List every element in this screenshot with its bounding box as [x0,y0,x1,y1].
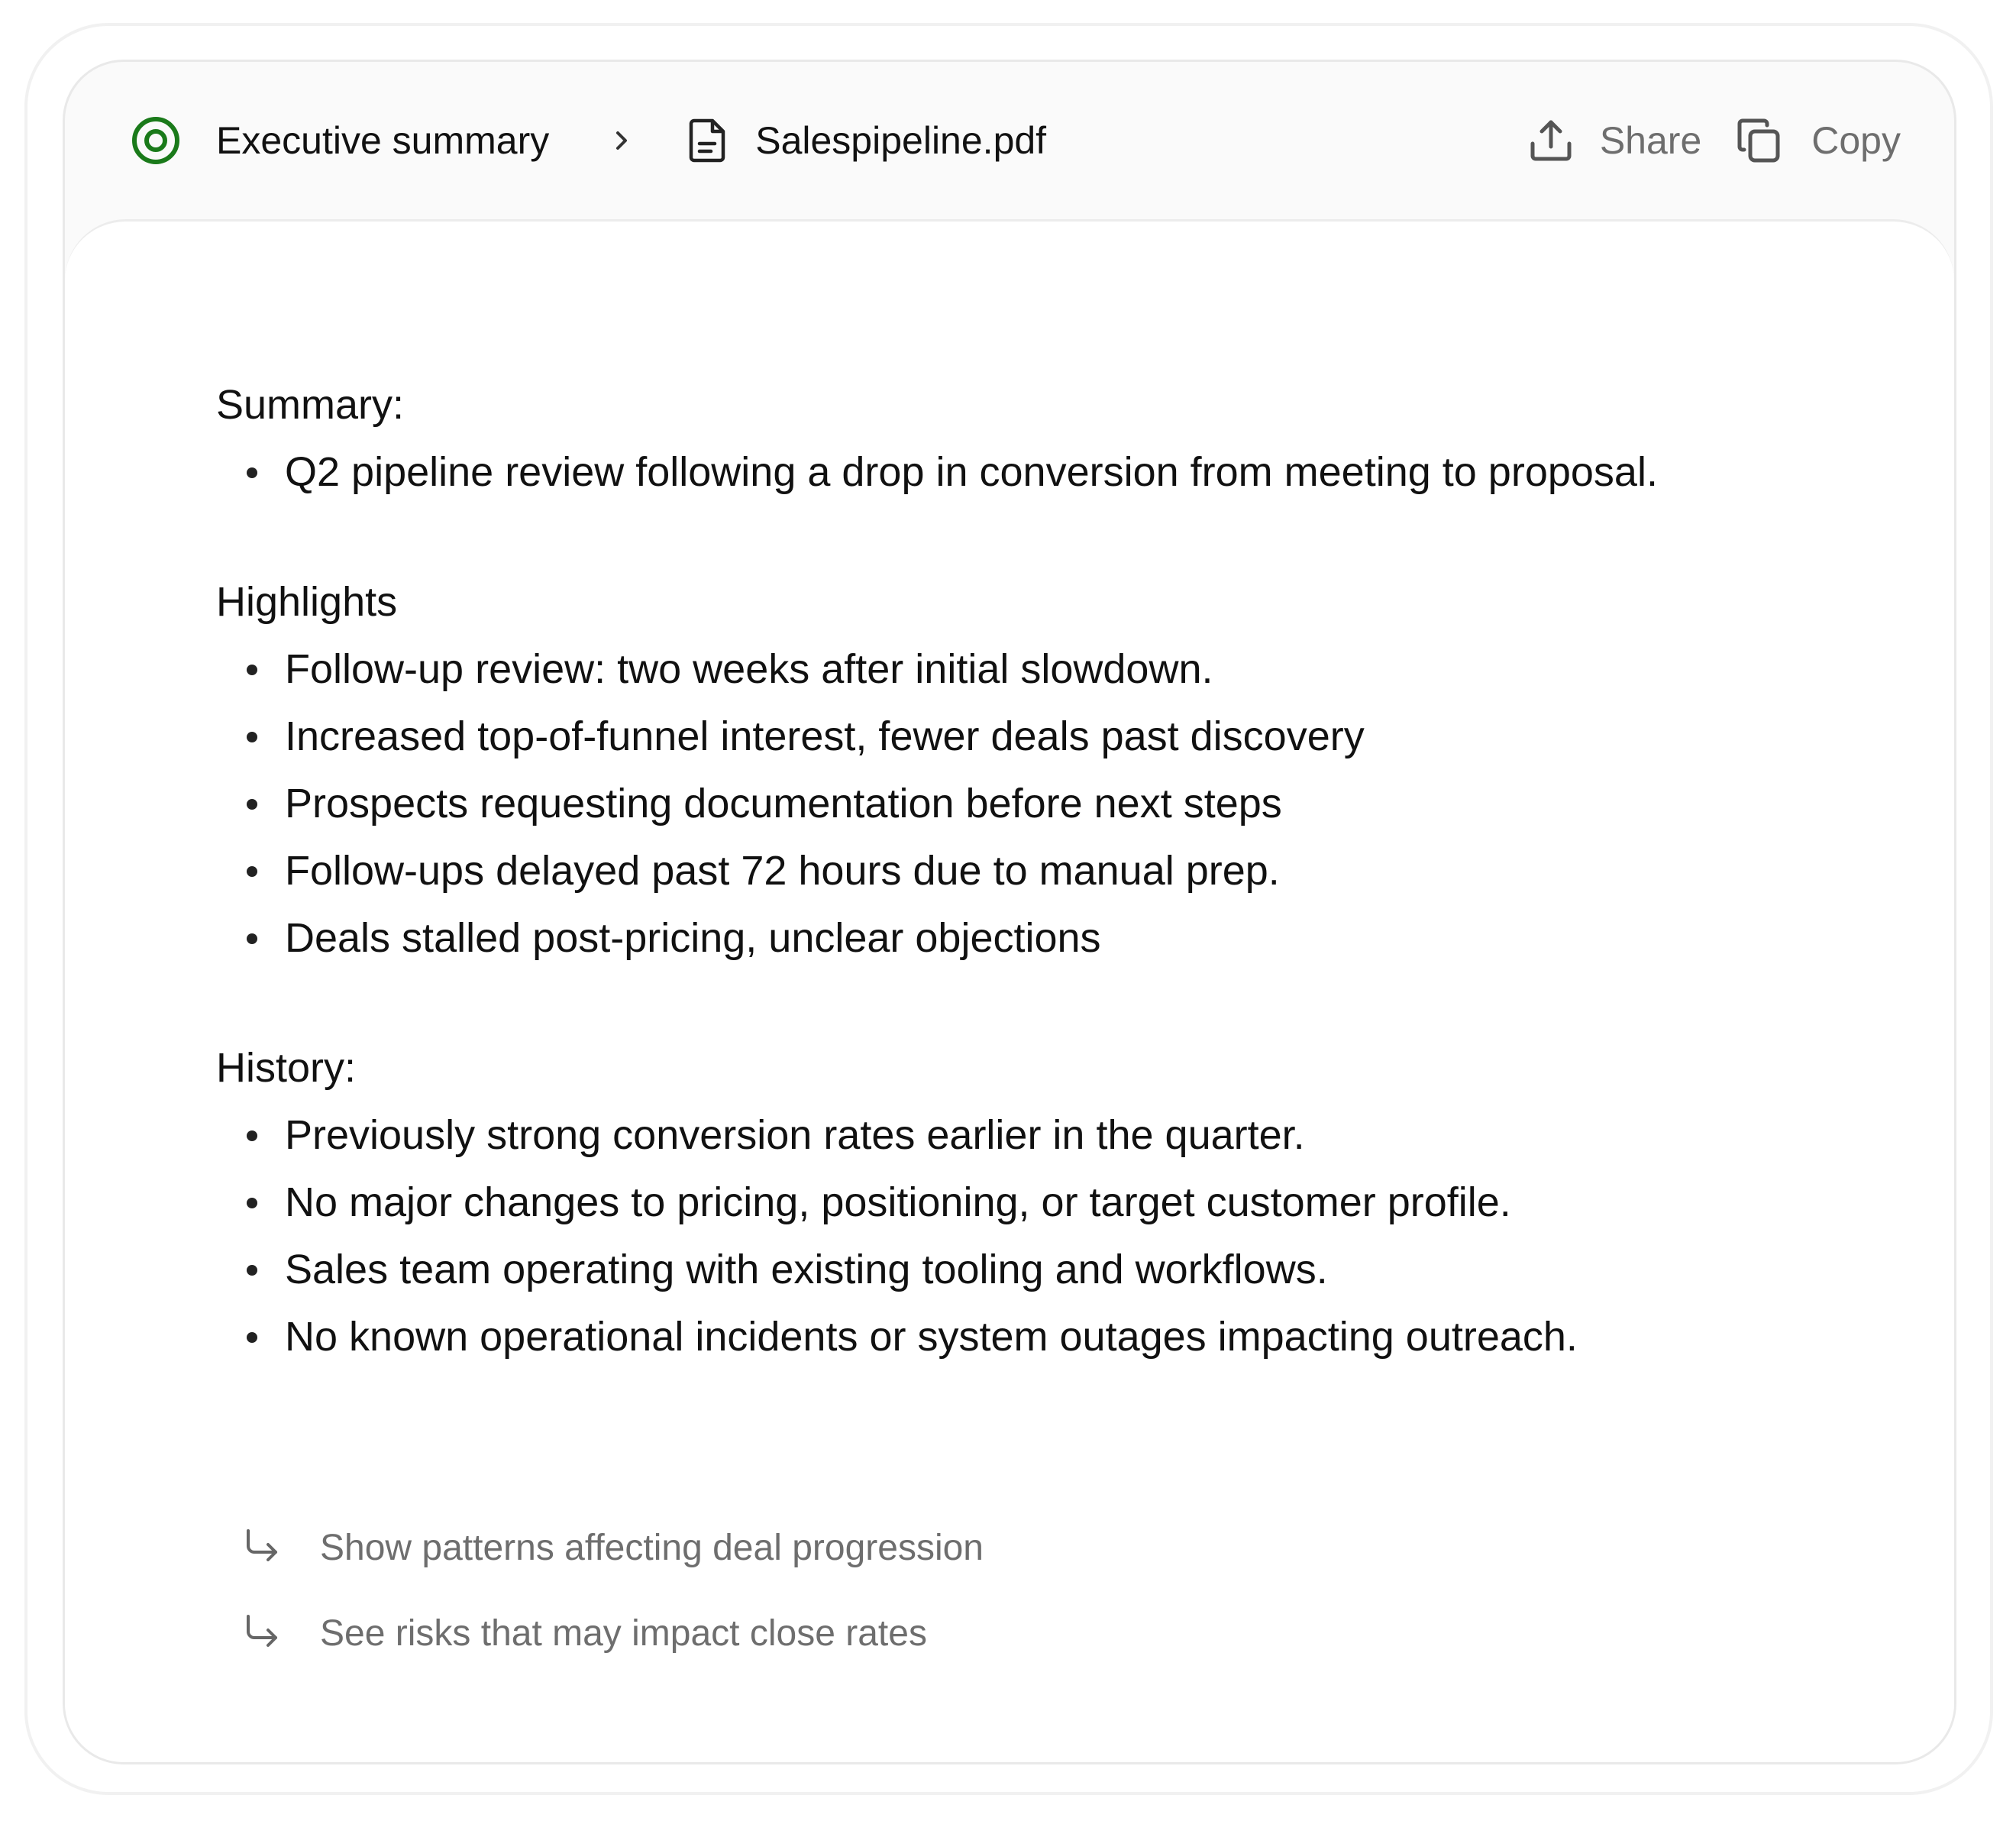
list-item: Increased top-of-funnel interest, fewer deals past discovery [216,703,1863,770]
outer-card [24,23,1993,1795]
list-item: No major changes to pricing, positioning, or target customer profile. [216,1169,1863,1236]
summary-heading: Summary: [216,382,405,428]
document-content [65,219,1954,1762]
spacer [216,972,1863,1034]
list-item: Deals stalled post-pricing, unclear objections [216,904,1863,972]
breadcrumb-root[interactable]: Executive summary [216,119,550,162]
chevron-right-icon [607,125,638,156]
spacer [216,506,1863,568]
highlights-list [216,636,1863,972]
breadcrumb [131,115,1046,166]
panel-header [65,62,1954,219]
suggestion-label: Show patterns affecting deal progression [320,1527,984,1568]
document-body [216,371,1863,1370]
copy-label: Copy [1811,119,1901,162]
suggestion-list [241,1505,984,1676]
share-upload-icon [1527,116,1575,165]
list-item: Previously strong conversion rates earlier in the quarter. [216,1101,1863,1169]
list-item: Follow-up review: two weeks after initial slowdown. [216,636,1863,703]
suggestion-close-rate-risks[interactable] [241,1590,984,1676]
return-arrow-icon [241,1526,283,1569]
header-actions [1527,116,1901,165]
history-list [216,1101,1863,1370]
list-item: Follow-ups delayed past 72 hours due to manual prep. [216,837,1863,904]
return-arrow-icon [241,1612,283,1654]
suggestion-label: See risks that may impact close rates [320,1612,927,1654]
copy-button[interactable] [1701,116,1901,165]
list-item: Prospects requesting documentation before next steps [216,770,1863,837]
target-icon [131,115,181,166]
share-button[interactable] [1527,116,1701,165]
list-item: Q2 pipeline review following a drop in conversion from meeting to proposal. [216,438,1863,506]
document-panel [63,60,1956,1764]
suggestion-deal-patterns[interactable] [241,1505,984,1590]
summary-list [216,438,1863,506]
list-item: No known operational incidents or system outages impacting outreach. [216,1303,1863,1370]
highlights-heading: Highlights [216,579,398,625]
file-name[interactable]: Salespipeline.pdf [755,119,1047,162]
list-item: Sales team operating with existing tooling and workflows. [216,1236,1863,1303]
history-heading: History: [216,1045,357,1091]
copy-icon [1735,116,1784,165]
document-icon [687,118,729,163]
share-label: Share [1599,119,1702,162]
